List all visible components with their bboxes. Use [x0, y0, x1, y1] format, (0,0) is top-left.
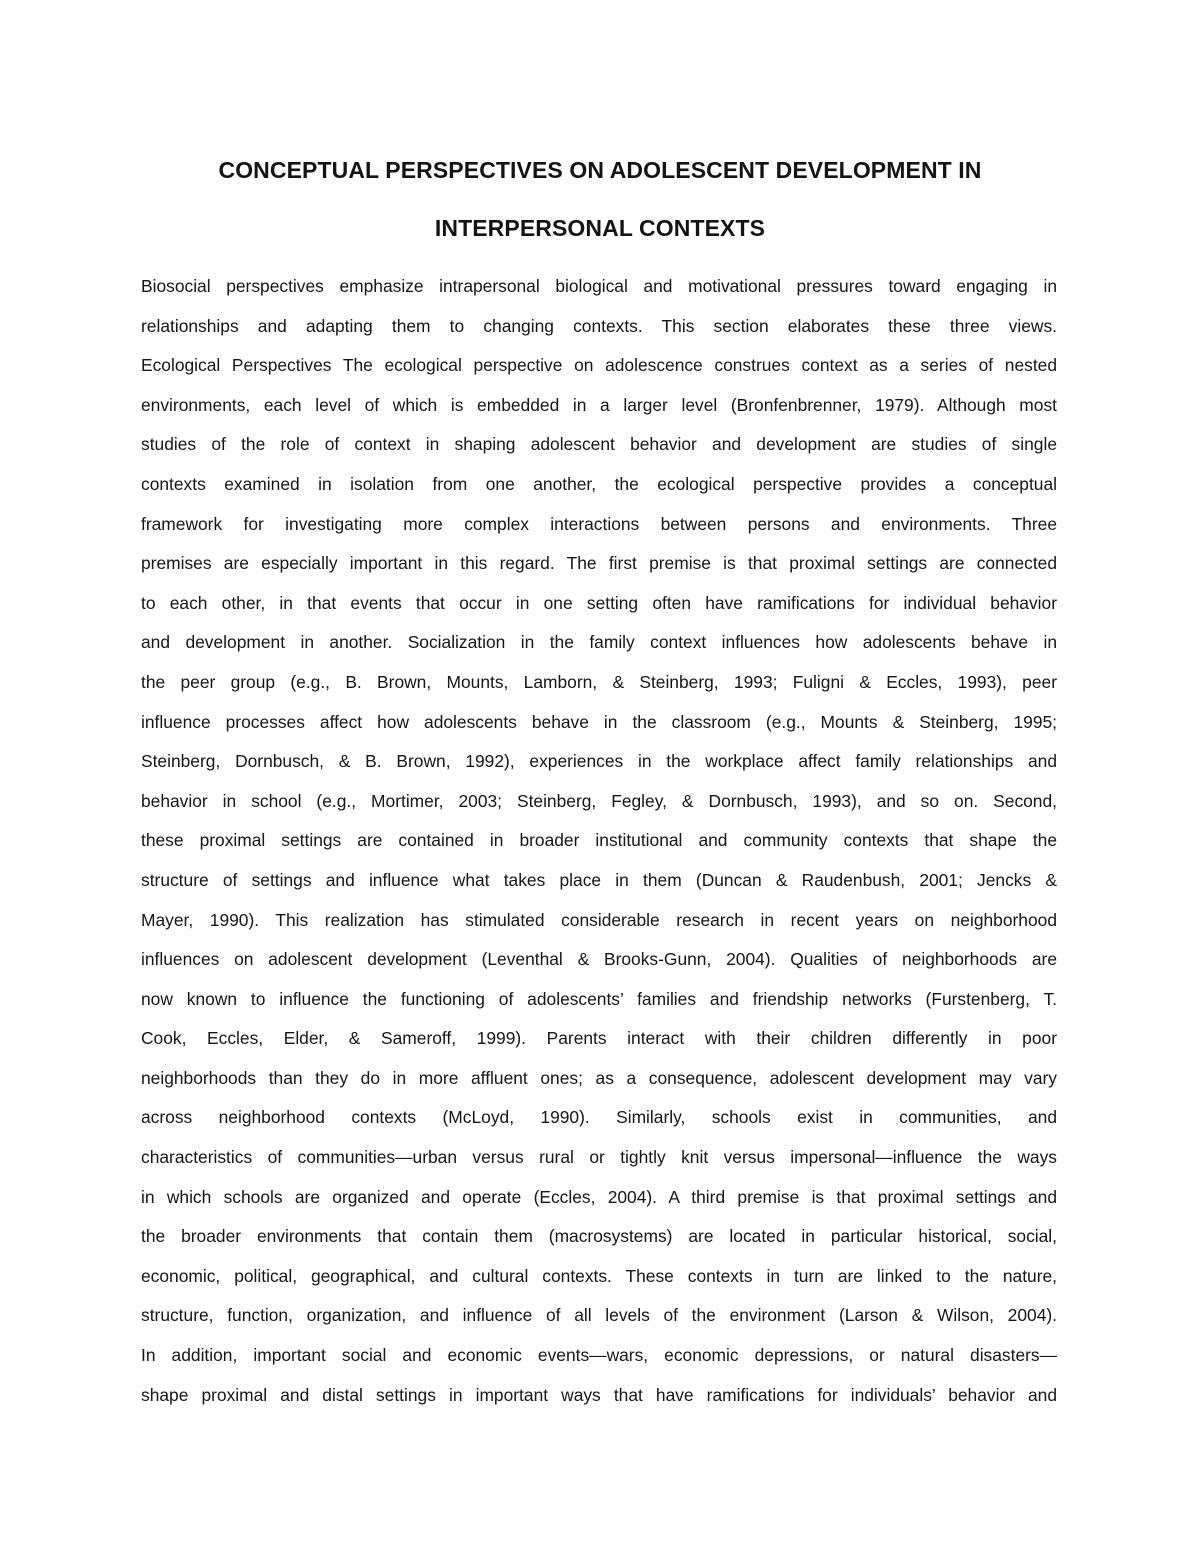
- body-line: to each other, in that events that occur in one setting often have ramifications for individual behavior: [141, 592, 1057, 613]
- body-line: these proximal settings are contained in broader institutional and community contexts that shape the: [141, 830, 1057, 851]
- body-line: relationships and adapting them to changing contexts. This section elaborates these three views.: [141, 315, 1057, 336]
- body-line: characteristics of communities—urban versus rural or tightly knit versus impersonal—influence the ways: [141, 1147, 1057, 1168]
- body-line: behavior in school (e.g., Mortimer, 2003; Steinberg, Fegley, & Dornbusch, 1993), and so on. Second,: [141, 790, 1057, 811]
- body-line: premises are especially important in this regard. The first premise is that proximal settings are connected: [141, 553, 1057, 574]
- body-line: the broader environments that contain them (macrosystems) are located in particular historical, social,: [141, 1226, 1057, 1247]
- body-line: influence processes affect how adolescents behave in the classroom (e.g., Mounts & Steinberg, 1995;: [141, 711, 1057, 732]
- body-line: Cook, Eccles, Elder, & Sameroff, 1999). Parents interact with their children differently in poor: [141, 1028, 1057, 1049]
- body-line: contexts examined in isolation from one another, the ecological perspective provides a conceptual: [141, 473, 1057, 494]
- body-line: environments, each level of which is embedded in a larger level (Bronfenbrenner, 1979). Although most: [141, 394, 1057, 415]
- body-line: in which schools are organized and operate (Eccles, 2004). A third premise is that proximal settings and: [141, 1186, 1057, 1207]
- title-line: INTERPERSONAL CONTEXTS: [434, 215, 766, 241]
- body-line: the peer group (e.g., B. Brown, Mounts, Lamborn, & Steinberg, 1993; Fuligni & Eccles, 1993), peer: [141, 671, 1057, 692]
- body-line: In addition, important social and economic events—wars, economic depressions, or natural disasters—: [141, 1345, 1057, 1366]
- body-paragraph: [141, 267, 1057, 1415]
- body-line: neighborhoods than they do in more affluent ones; as a consequence, adolescent development may vary: [141, 1067, 1057, 1088]
- body-line: structure, function, organization, and influence of all levels of the environment (Larson & Wilson, 2004).: [141, 1305, 1057, 1326]
- body-line: Biosocial perspectives emphasize intrapersonal biological and motivational pressures toward engaging in: [141, 276, 1057, 296]
- body-line: structure of settings and influence what takes place in them (Duncan & Raudenbush, 2001; Jencks &: [141, 869, 1057, 890]
- body-line: now known to influence the functioning of adolescents’ families and friendship networks (Furstenberg, T.: [141, 988, 1057, 1009]
- body-line: economic, political, geographical, and cultural contexts. These contexts in turn are linked to the nature,: [141, 1265, 1057, 1286]
- body-line: Mayer, 1990). This realization has stimulated considerable research in recent years on neighborhood: [141, 909, 1057, 930]
- document-title: [130, 141, 1070, 257]
- body-line: shape proximal and distal settings in important ways that have ramifications for individuals’ behavior and: [141, 1384, 1057, 1405]
- body-line: and development in another. Socialization in the family context influences how adolescents behave in: [141, 632, 1057, 653]
- title-line: CONCEPTUAL PERSPECTIVES ON ADOLESCENT DEVELOPMENT IN: [218, 157, 982, 183]
- body-line: across neighborhood contexts (McLoyd, 1990). Similarly, schools exist in communities, and: [141, 1107, 1057, 1128]
- body-line: studies of the role of context in shaping adolescent behavior and development are studies of single: [141, 434, 1057, 455]
- body-line: Steinberg, Dornbusch, & B. Brown, 1992), experiences in the workplace affect family relationships and: [141, 751, 1057, 772]
- body-line: framework for investigating more complex interactions between persons and environments. Three: [141, 513, 1057, 534]
- body-line: influences on adolescent development (Leventhal & Brooks-Gunn, 2004). Qualities of neighborhoods are: [141, 949, 1057, 970]
- body-line: Ecological Perspectives The ecological perspective on adolescence construes context as a series of nested: [141, 355, 1057, 376]
